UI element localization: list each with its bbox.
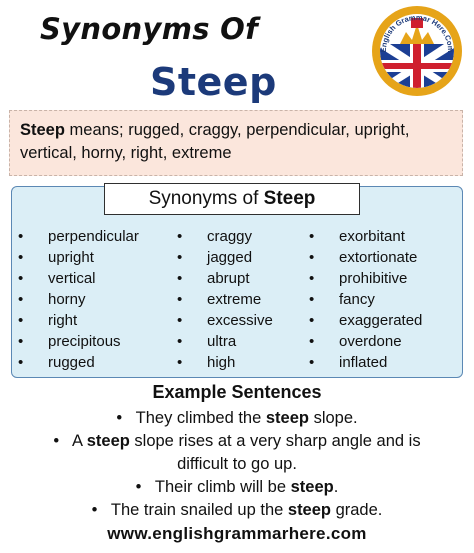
synonym-item: • ultra (177, 333, 237, 350)
synonym-item: • abrupt (177, 270, 250, 287)
synonym-item: • extreme (177, 291, 262, 308)
synonym-item: • vertical (18, 270, 96, 287)
synonym-item: • extortionate (309, 249, 418, 266)
example-sentence: • A steep slope rises at a very sharp angle and is difficult to go up. (53, 432, 421, 473)
synonym-item: • fancy (309, 291, 375, 308)
synonym-item: • excessive (177, 312, 273, 329)
example-sentence: • Their climb will be steep. (135, 478, 339, 496)
synonyms-heading: Synonyms of Steep (104, 183, 360, 215)
synonym-item: • perpendicular (18, 228, 139, 245)
synonym-item: • exorbitant (309, 228, 405, 245)
svg-text:English Grammar Here.Com: English Grammar Here.Com (378, 12, 456, 53)
example-sentence: • They climbed the steep slope. (116, 409, 358, 427)
example-sentence: • The train snailed up the steep grade. (91, 501, 383, 519)
synonyms-column-3 (309, 226, 422, 373)
example-sentences-list (0, 407, 474, 522)
synonym-item: • overdone (309, 333, 402, 350)
synonym-item: • upright (18, 249, 94, 266)
logo-ring-text (372, 6, 462, 96)
definition-text: means; rugged, craggy, perpendicular, upright, vertical, horny, right, extreme (20, 121, 410, 162)
synonym-item: • craggy (177, 228, 253, 245)
synonym-item: • jagged (177, 249, 253, 266)
synonym-item: • inflated (309, 354, 388, 371)
example-sentences-heading: Example Sentences (152, 382, 322, 402)
synonym-item: • exaggerated (309, 312, 423, 329)
site-logo (372, 6, 462, 96)
definition-box (9, 110, 463, 176)
synonym-item: • right (18, 312, 78, 329)
title-line-2: Steep (150, 60, 277, 104)
title-line-1: Synonyms Of (40, 12, 259, 46)
synonyms-column-2 (177, 226, 273, 373)
synonyms-column-1 (18, 226, 139, 373)
synonym-item: • prohibitive (309, 270, 408, 287)
definition-term: Steep (20, 121, 65, 139)
website-url: www.englishgrammarhere.com (107, 524, 367, 543)
synonym-item: • high (177, 354, 236, 371)
synonym-item: • horny (18, 291, 86, 308)
synonym-item: • rugged (18, 354, 95, 371)
synonym-item: • precipitous (18, 333, 121, 350)
